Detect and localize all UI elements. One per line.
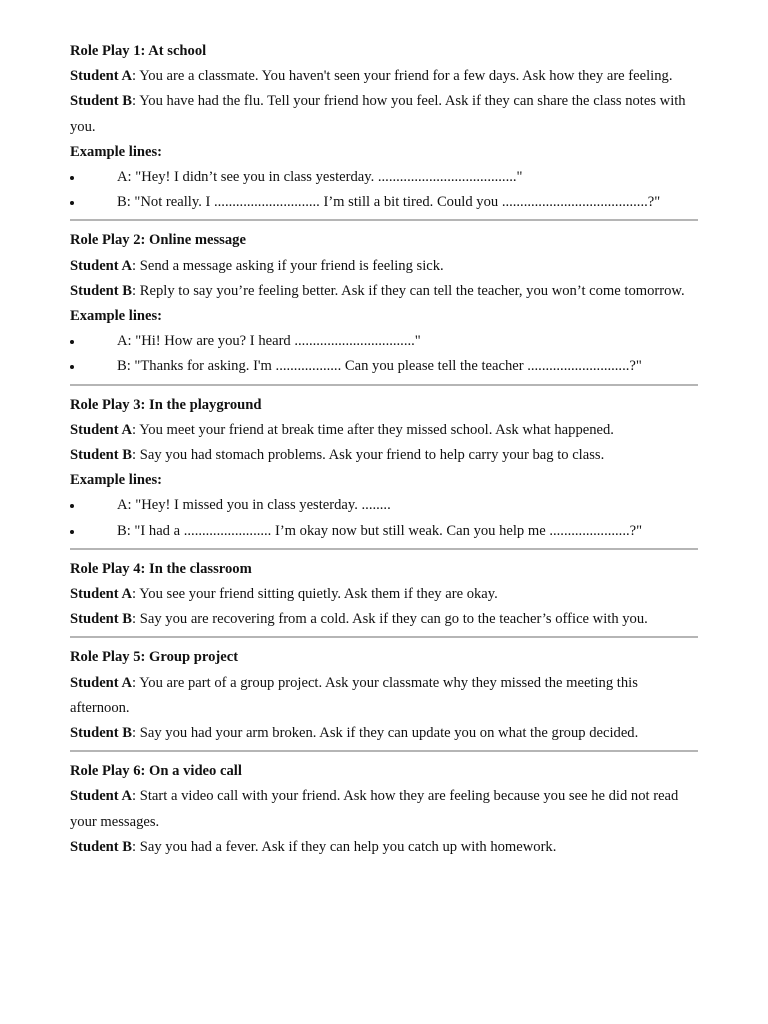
bullet-icon — [70, 176, 74, 180]
example-list — [70, 165, 698, 215]
list-item: B: "Thanks for asking. I'm .................. Can you please tell the teacher ............................?" — [70, 354, 698, 379]
student-a-text: : You are a classmate. You haven't seen your friend for a few days. Ask how they are feeling. — [132, 68, 673, 85]
student-b-instruction — [70, 835, 698, 860]
roleplay-1 — [70, 39, 698, 215]
roleplay-title: Role Play 1: At school — [70, 43, 207, 59]
roleplay-5 — [70, 645, 698, 746]
example-lines-label: Example lines: — [70, 308, 163, 325]
roleplay-title: Role Play 4: In the classroom — [70, 560, 252, 577]
bullet-icon — [70, 201, 74, 205]
roleplay-title: Role Play 2: Online message — [70, 232, 246, 249]
student-a-instruction — [70, 671, 698, 721]
bullet-icon — [70, 504, 74, 508]
roleplay-3 — [70, 393, 698, 544]
section-divider — [70, 548, 698, 550]
roleplay-title: Role Play 3: In the playground — [70, 396, 262, 413]
student-b-instruction — [70, 607, 698, 632]
student-a-instruction — [70, 64, 698, 89]
student-a-text: : You see your friend sitting quietly. Ask them if they are okay. — [132, 586, 498, 603]
student-b-text: : Say you had your arm broken. Ask if they can update you on what the group decided. — [132, 725, 639, 742]
student-b-label: Student B — [70, 447, 133, 464]
example-list — [70, 493, 698, 543]
list-item: A: "Hey! I missed you in class yesterday. ........ — [70, 493, 698, 518]
student-a-text: : Send a message asking if your friend is feeling sick. — [132, 257, 444, 274]
student-b-instruction — [70, 89, 698, 139]
roleplay-2 — [70, 228, 698, 379]
student-a-text: : You meet your friend at break time after they missed school. Ask what happened. — [132, 421, 614, 438]
roleplay-6 — [70, 759, 698, 860]
list-item: B: "I had a ........................ I’m okay now but still weak. Can you help me ......................?" — [70, 519, 698, 544]
bullet-icon — [70, 340, 74, 344]
student-a-instruction — [70, 784, 698, 834]
student-b-text: : Say you had stomach problems. Ask your friend to help carry your bag to class. — [132, 447, 605, 464]
student-a-label: Student A — [70, 421, 133, 438]
example-lines-label: Example lines: — [70, 472, 163, 489]
roleplay-4 — [70, 557, 698, 633]
student-a-text: : You are part of a group project. Ask your classmate why they missed the meeting this afternoon. — [70, 674, 638, 716]
student-a-instruction — [70, 418, 698, 443]
student-a-instruction — [70, 254, 698, 279]
section-divider — [70, 750, 698, 752]
student-b-text: : You have had the flu. Tell your friend how you feel. Ask if they can share the class notes with you. — [70, 93, 686, 135]
student-a-instruction — [70, 582, 698, 607]
list-item: A: "Hey! I didn’t see you in class yesterday. ......................................" — [70, 165, 698, 190]
student-b-label: Student B — [70, 282, 133, 299]
student-a-label: Student A — [70, 788, 133, 805]
roleplay-title: Role Play 6: On a video call — [70, 763, 242, 780]
example-lines-label: Example lines: — [70, 143, 163, 160]
example-list — [70, 329, 698, 379]
student-b-instruction — [70, 721, 698, 746]
roleplay-title: Role Play 5: Group project — [70, 649, 239, 666]
list-item: A: "Hi! How are you? I heard ................................." — [70, 329, 698, 354]
student-b-instruction — [70, 279, 698, 304]
student-b-text: : Say you had a fever. Ask if they can help you catch up with homework. — [132, 838, 557, 855]
student-b-text: : Say you are recovering from a cold. Ask if they can go to the teacher’s office with you. — [132, 611, 648, 628]
section-divider — [70, 636, 698, 638]
student-a-label: Student A — [70, 68, 133, 85]
student-b-label: Student B — [70, 838, 133, 855]
section-divider — [70, 219, 698, 221]
student-a-text: : Start a video call with your friend. Ask how they are feeling because you see he did not read your messages. — [70, 788, 679, 830]
student-b-label: Student B — [70, 93, 133, 110]
student-b-label: Student B — [70, 611, 133, 628]
student-b-label: Student B — [70, 725, 133, 742]
student-a-label: Student A — [70, 586, 133, 603]
list-item: B: "Not really. I ............................. I’m still a bit tired. Could you ........................................?" — [70, 190, 698, 215]
bullet-icon — [70, 365, 74, 369]
bullet-icon — [70, 530, 74, 534]
student-a-label: Student A — [70, 674, 133, 691]
student-a-label: Student A — [70, 257, 133, 274]
section-divider — [70, 384, 698, 386]
student-b-text: : Reply to say you’re feeling better. Ask if they can tell the teacher, you won’t come tomorrow. — [132, 282, 685, 299]
student-b-instruction — [70, 443, 698, 468]
